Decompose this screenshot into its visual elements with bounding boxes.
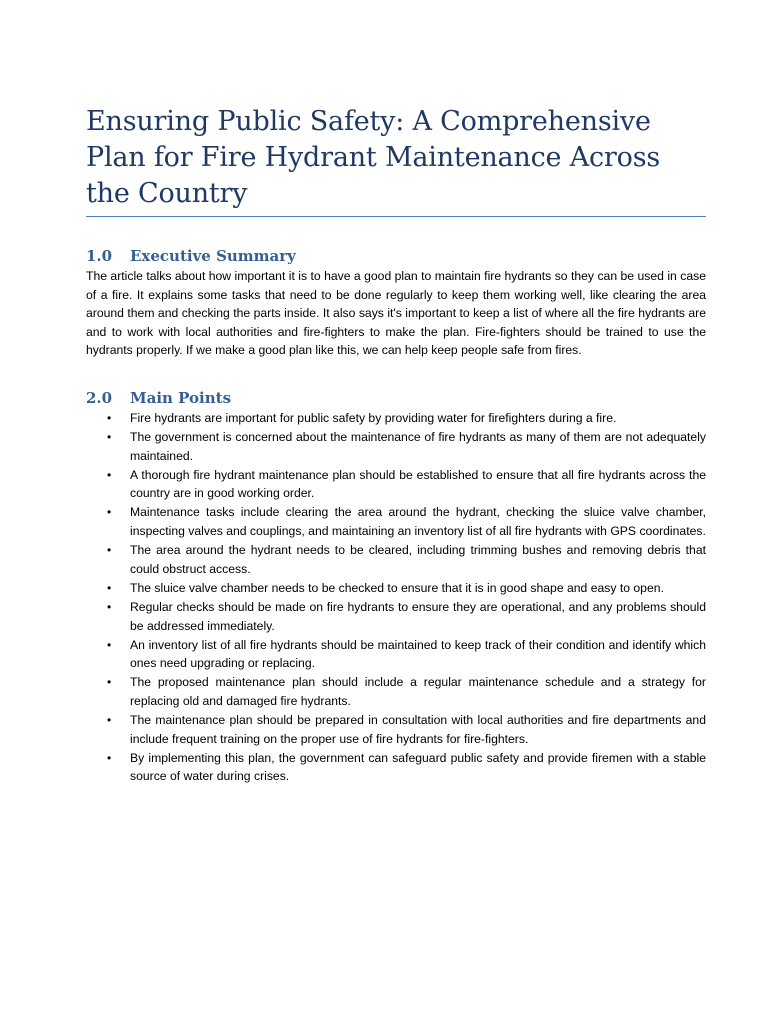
list-item-text: Regular checks should be made on fire hydrants to ensure they are operational, and any problems should be addressed immediately. (130, 599, 706, 633)
list-item-text: The proposed maintenance plan should include a regular maintenance schedule and a strategy for replacing old and damaged fire hydrants. (130, 675, 706, 708)
list-item-text: The sluice valve chamber needs to be checked to ensure that it is in good shape and easy to open. (130, 580, 664, 595)
list-item (86, 673, 706, 710)
main-points-list (86, 409, 706, 786)
list-item-text: By implementing this plan, the government can safeguard public safety and provide firemen with a stable source of water during crises. (130, 750, 706, 784)
list-item-text: Maintenance tasks include clearing the area around the hydrant, checking the sluice valve chamber, inspecting valves and couplings, and maintaining an inventory list of all fire hydrants with GPS coordinates. (130, 505, 706, 539)
list-item-text: The area around the hydrant needs to be cleared, including trimming bushes and removing debris that could obstruct access. (130, 543, 706, 576)
list-item (86, 428, 706, 465)
executive-summary-paragraph: The article talks about how important it is to have a good plan to maintain fire hydrants so they can be used in case of a fire. It explains some tasks that need to be done regularly to keep them working well, like clearing the area around them and checking the parts inside. It also says it's important to keep a list of where all the fire hydrants are and to work with local authorities and fire-fighters to make the plan. Fire-fighters should be trained to use the hydrants properly. If we make a good plan like this, we can help keep people safe from fires. (86, 269, 706, 358)
bullet-icon: • (107, 467, 112, 482)
list-item (86, 598, 706, 635)
list-item (86, 711, 706, 748)
list-item-text: A thorough fire hydrant maintenance plan should be established to ensure that all fire hydrants across the country are in good working order. (130, 467, 706, 501)
list-item (86, 503, 706, 540)
section-heading-main-points (86, 388, 231, 408)
list-item (86, 541, 706, 578)
list-item-text: The maintenance plan should be prepared in consultation with local authorities and fire departments and include frequent training on the proper use of fire hydrants for fire-fighters. (130, 713, 706, 746)
section-title: Executive Summary (130, 247, 296, 265)
bullet-icon: • (107, 543, 112, 558)
bullet-icon: • (107, 713, 112, 727)
bullet-icon: • (107, 637, 112, 652)
bullet-icon: • (107, 750, 112, 765)
list-item (86, 409, 706, 428)
list-item (86, 636, 706, 673)
list-item-text: An inventory list of all fire hydrants should be maintained to keep track of their condition and identify which ones need upgrading or replacing. (130, 637, 706, 671)
bullet-icon: • (107, 580, 112, 595)
section-number: 1.0 (86, 247, 113, 265)
list-item-text: The government is concerned about the maintenance of fire hydrants as many of them are not adequately maintained. (130, 430, 706, 463)
list-item-text: Fire hydrants are important for public safety by providing water for firefighters during a fire. (130, 411, 617, 425)
bullet-icon: • (107, 411, 112, 425)
list-item (86, 466, 706, 503)
list-item (86, 579, 706, 598)
document-title: Ensuring Public Safety: A Comprehensive Plan for Fire Hydrant Maintenance Across the Country (86, 106, 661, 209)
bullet-icon: • (107, 505, 112, 520)
title-underline-divider (86, 216, 706, 217)
bullet-icon: • (107, 675, 112, 690)
section-heading-executive-summary (86, 246, 296, 266)
bullet-icon: • (107, 599, 112, 614)
section-title: Main Points (130, 389, 232, 407)
list-item (86, 749, 706, 786)
bullet-icon: • (107, 430, 112, 445)
section-number: 2.0 (86, 389, 113, 407)
